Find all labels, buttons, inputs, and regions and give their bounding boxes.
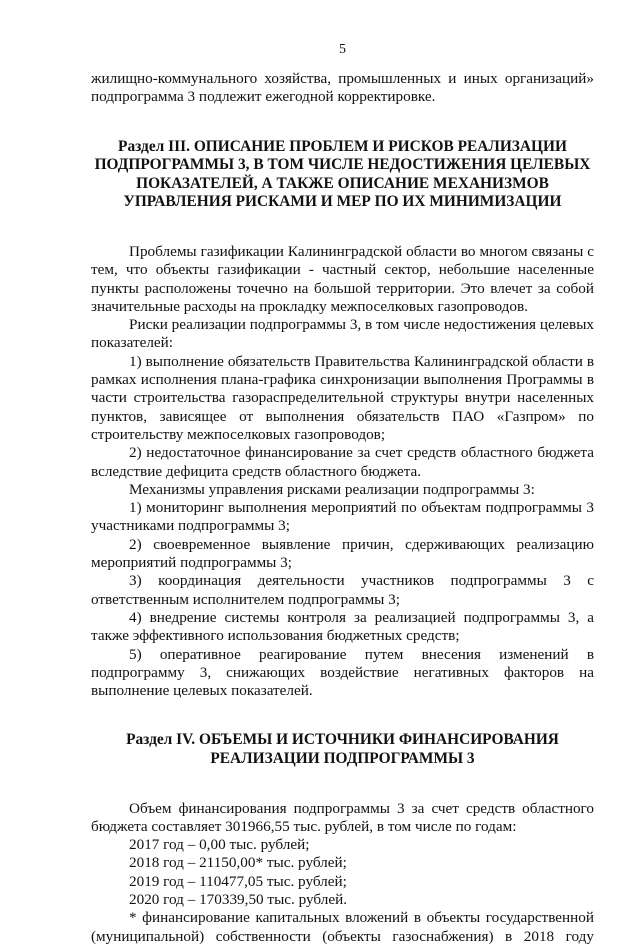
section-3-heading-line: УПРАВЛЕНИЯ РИСКАМИ И МЕР ПО ИХ МИНИМИЗАЦИИ xyxy=(123,193,562,211)
risk-item-1: 1) выполнение обязательств Правительства Калининградской области в рамках исполнения плана-графика синхронизации выполнения Программы в части строительства газораспределительной структуры внутри населенных пунктов, зависящее от выполнения обязательств ПАО «Газпром» по строительству межпоселковых газопроводов; xyxy=(91,352,594,443)
section-3-heading xyxy=(91,138,594,212)
mechanism-item-3: 3) координация деятельности участников подпрограммы 3 с ответственным исполнителем подпрограммы 3; xyxy=(91,572,594,608)
intro-line-1: жилищно-коммунального хозяйства, промышленных и иных организаций» xyxy=(91,70,594,87)
section-3-heading-line: ПОДПРОГРАММЫ 3, В ТОМ ЧИСЛЕ НЕДОСТИЖЕНИЯ ЦЕЛЕВЫХ xyxy=(94,156,591,174)
mechanism-item-4: 4) внедрение системы контроля за реализацией подпрограммы 3, а также эффективного использования бюджетных средств; xyxy=(91,608,594,645)
mechanism-item-1: 1) мониторинг выполнения мероприятий по объектам подпрограммы 3 участниками подпрограммы 3; xyxy=(91,499,594,535)
financing-year-2017: 2017 год – 0,00 тыс. рублей; xyxy=(129,836,310,854)
section-4-heading xyxy=(91,731,594,768)
paragraph-problems: Проблемы газификации Калининградской области во многом связаны с тем, что объекты газификации - частный сектор, небольшие населенные пункты расположены точечно на большой территории. Это влечет за собой значительные расходы на прокладку межпоселковых газопроводов. xyxy=(91,242,594,315)
intro-line-2: подпрограмма 3 подлежит ежегодной корректировке. xyxy=(91,88,436,106)
section-3-heading-line: Раздел III. ОПИСАНИЕ ПРОБЛЕМ И РИСКОВ РЕАЛИЗАЦИИ xyxy=(118,137,567,155)
financing-years-list xyxy=(91,836,594,909)
page-number: 5 xyxy=(339,42,346,57)
page-content xyxy=(91,70,594,946)
financing-year-2019: 2019 год – 110477,05 тыс. рублей; xyxy=(129,872,347,890)
paragraph-risks-intro: Риски реализации подпрограммы 3, в том числе недостижения целевых показателей: xyxy=(91,316,594,352)
paragraph-mechanisms-intro: Механизмы управления рисками реализации подпрограммы 3: xyxy=(129,480,535,498)
financing-year-2018: 2018 год – 21150,00* тыс. рублей; xyxy=(129,854,347,872)
mechanism-item-2: 2) своевременное выявление причин, сдерживающих реализацию мероприятий подпрограммы 3; xyxy=(91,535,594,572)
footnote-text: * финансирование капитальных вложений в объекты государственной (муниципальной) собственности (объекты газоснабжения) в 2018 году xyxy=(91,909,594,945)
financing-year-2020: 2020 год – 170339,50 тыс. рублей. xyxy=(129,891,347,909)
paragraph-financing: Объем финансирования подпрограммы 3 за счет средств областного бюджета составляет 301966,55 тыс. рублей, в том числе по годам: xyxy=(91,799,594,835)
section-3-heading-line: ПОКАЗАТЕЛЕЙ, А ТАКЖЕ ОПИСАНИЕ МЕХАНИЗМОВ xyxy=(136,174,549,192)
section-4-heading-line: Раздел IV. ОБЪЕМЫ И ИСТОЧНИКИ ФИНАНСИРОВАНИЯ xyxy=(126,731,559,749)
section-4-heading-line: РЕАЛИЗАЦИИ ПОДПРОГРАММЫ 3 xyxy=(210,749,475,767)
risk-item-2: 2) недостаточное финансирование за счет средств областного бюджета вследствие дефицита средств областного бюджета. xyxy=(91,444,594,480)
mechanism-item-5: 5) оперативное реагирование путем внесения изменений в подпрограмму 3, снижающих воздействие негативных факторов на выполнение целевых показателей. xyxy=(91,645,594,700)
